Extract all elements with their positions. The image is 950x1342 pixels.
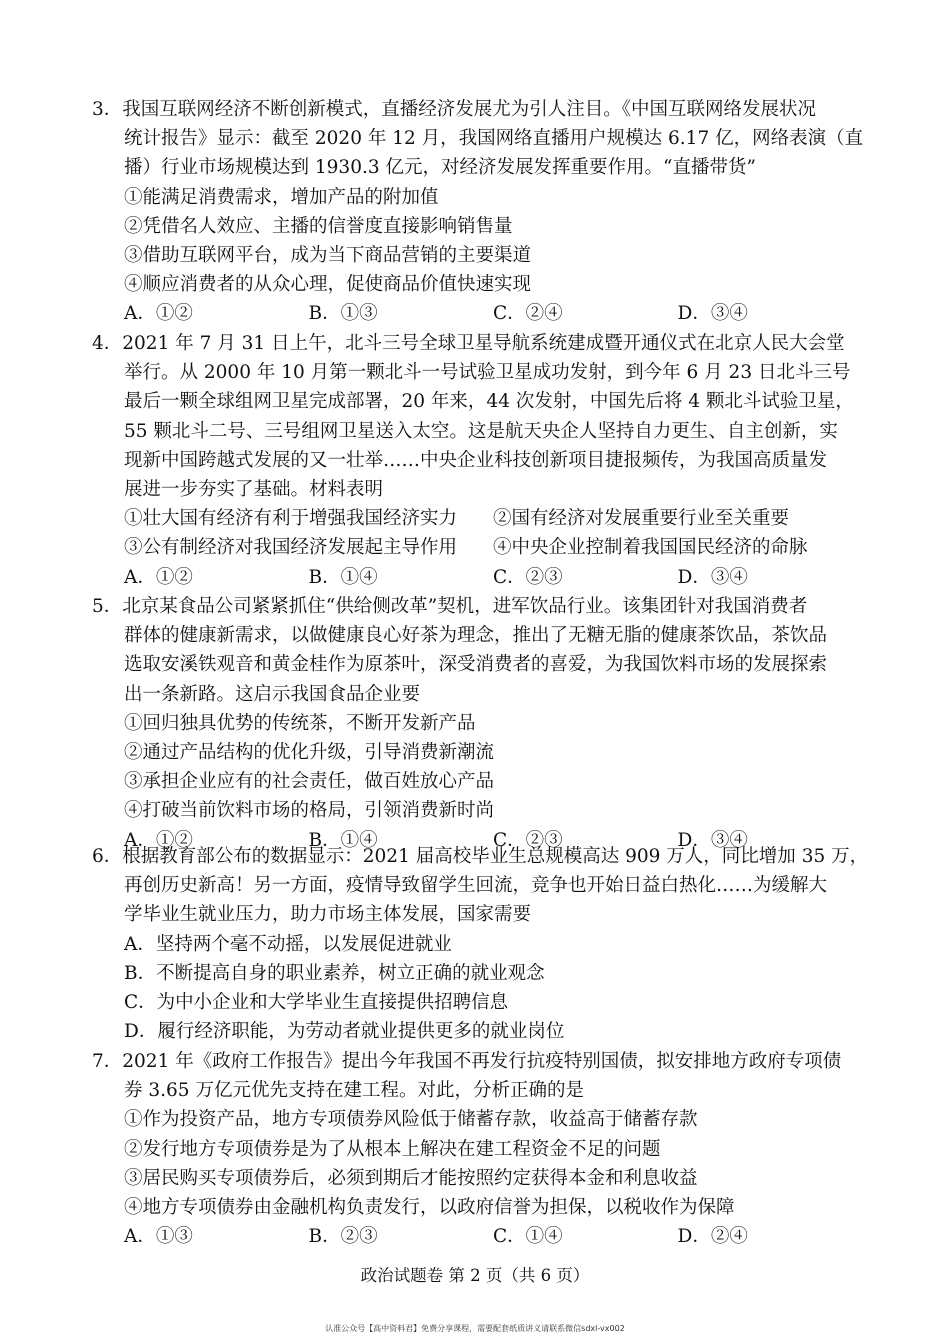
choice-b: B．①④ xyxy=(308,829,378,851)
question-stem-line: 券 3.65 万亿元优先支持在建工程。对此，分析正确的是 xyxy=(124,1080,584,1102)
question-stem-line: 4．2021 年 7 月 31 日上午，北斗三号全球卫星导航系统建成暨开通仪式在北京人民大会堂 xyxy=(92,333,845,354)
choice-c: C．②④ xyxy=(493,303,563,325)
question-stem-line: 统计报告》显示：截至 2020 年 12 月，我国网络直播用户规模达 6.17 亿，网络表演（直 xyxy=(124,128,864,150)
choice-c: C．①④ xyxy=(493,1226,563,1248)
statement-option: ①作为投资产品，地方专项债券风险低于储蓄存款，收益高于储蓄存款 xyxy=(124,1109,698,1131)
statement-option: ③承担企业应有的社会责任，做百姓放心产品 xyxy=(124,771,495,793)
question-stem-line: 举行。从 2000 年 10 月第一颗北斗一号试验卫星成功发射，到今年 6 月 23 日北斗三号 xyxy=(124,362,851,384)
choice-b: B．②③ xyxy=(308,1226,378,1248)
choice-d: D．②④ xyxy=(677,1226,748,1248)
choice-c: C．为中小企业和大学毕业生直接提供招聘信息 xyxy=(124,991,509,1013)
statement-option: ②通过产品结构的优化升级，引导消费新潮流 xyxy=(124,741,495,763)
statement-row xyxy=(92,504,862,533)
statement-row xyxy=(92,533,862,562)
question-stem-line: 现新中国跨越式发展的又一壮举……中央企业科技创新项目捷报频传，为我国高质量发 xyxy=(124,449,828,471)
statement-option: ④中央企业控制着我国国民经济的命脉 xyxy=(493,537,808,559)
question-5 xyxy=(92,592,862,855)
choice-d: D．③④ xyxy=(677,566,748,588)
choice-b: B．不断提高自身的职业素养，树立正确的就业观念 xyxy=(124,962,545,984)
question-stem-line: 3．我国互联网经济不断创新模式，直播经济发展尤为引人注目。《中国互联网络发展状况 xyxy=(92,99,817,120)
choice-a: A．①② xyxy=(124,566,193,588)
statement-option: ④打破当前饮料市场的格局，引领消费新时尚 xyxy=(124,800,495,822)
statement-option: ④顺应消费者的从众心理，促使商品价值快速实现 xyxy=(124,274,532,296)
question-4 xyxy=(92,329,862,592)
watermark-notice: 认准公众号【高中资料君】免费分享课程，需要配套纸质讲义请联系微信sdxl-vx002 xyxy=(325,1324,625,1333)
question-7 xyxy=(92,1047,862,1251)
question-stem-line: 展进一步夯实了基础。材料表明 xyxy=(124,478,384,500)
statement-option: ②凭借名人效应、主播的信誉度直接影响销售量 xyxy=(124,215,513,237)
question-stem-line: 55 颗北斗二号、三号组网卫星送入太空。这是航天央企人坚持自力更生、自主创新，实 xyxy=(124,420,838,442)
answer-choices xyxy=(92,299,862,328)
answer-choices xyxy=(92,1222,862,1251)
choice-c: C．②③ xyxy=(493,566,563,588)
statement-option: ②发行地方专项债券是为了从根本上解决在建工程资金不足的问题 xyxy=(124,1138,661,1160)
statement-option: ①回归独具优势的传统茶，不断开发新产品 xyxy=(124,712,476,734)
question-stem-line: 学毕业生就业压力，助力市场主体发展，国家需要 xyxy=(124,904,532,926)
statement-option: ④地方专项债券由金融机构负责发行，以政府信誉为担保，以税收作为保障 xyxy=(124,1196,735,1218)
statement-option: ③居民购买专项债券后，必须到期后才能按照约定获得本金和利息收益 xyxy=(124,1167,698,1189)
choice-c: C．②③ xyxy=(493,829,563,851)
statement-option: ②国有经济对发展重要行业至关重要 xyxy=(493,508,790,530)
choice-a: A．坚持两个毫不动摇，以发展促进就业 xyxy=(124,933,452,955)
question-stem-line: 7．2021 年《政府工作报告》提出今年我国不再发行抗疫特别国债，拟安排地方政府专项债 xyxy=(92,1051,842,1072)
choice-d: D．③④ xyxy=(677,303,748,325)
question-3 xyxy=(92,95,862,329)
choice-a: A．①② xyxy=(124,829,193,851)
statement-option: ③借助互联网平台，成为当下商品营销的主要渠道 xyxy=(124,244,532,266)
choice-b: B．①④ xyxy=(308,566,378,588)
answer-choices xyxy=(92,563,862,592)
question-stem-line: 再创历史新高！另一方面，疫情导致留学生回流，竞争也开始日益白热化……为缓解大 xyxy=(124,875,828,897)
question-stem-line: 最后一颗全球组网卫星完成部署，20 年来，44 次发射，中国先后将 4 颗北斗试验卫星， xyxy=(124,391,854,413)
choice-d: D．履行经济职能，为劳动者就业提供更多的就业岗位 xyxy=(124,1021,565,1043)
statement-option: ③公有制经济对我国经济发展起主导作用 xyxy=(124,537,458,559)
question-stem-line: 群体的健康新需求，以做健康良心好茶为理念，推出了无糖无脂的健康茶饮品，茶饮品 xyxy=(124,625,828,647)
choice-a: A．①② xyxy=(124,303,193,325)
question-stem-line: 出一条新路。这启示我国食品企业要 xyxy=(124,683,421,705)
page-footer: 政治试题卷 第 2 页（共 6 页） xyxy=(360,1266,590,1285)
question-stem-line: 6．根据教育部公布的数据显示：2021 届高校毕业生总规模高达 909 万人，同比增加 35 万， xyxy=(92,846,869,867)
choice-a: A．①③ xyxy=(124,1226,193,1248)
statement-option: ①壮大国有经济有利于增强我国经济实力 xyxy=(124,508,458,530)
question-stem-line: 选取安溪铁观音和黄金桂作为原茶叶，深受消费者的喜爱，为我国饮料市场的发展探索 xyxy=(124,654,828,676)
question-6 xyxy=(92,842,869,1046)
question-stem-line: 5．北京某食品公司紧紧抓住“供给侧改革”契机，进军饮品行业。该集团针对我国消费者 xyxy=(92,596,808,617)
choice-d: D．③④ xyxy=(677,829,748,851)
question-stem-line: 播）行业市场规模达到 1930.3 亿元，对经济发展发挥重要作用。“直播带货” xyxy=(124,157,756,179)
choice-b: B．①③ xyxy=(308,303,378,325)
statement-option: ①能满足消费需求，增加产品的附加值 xyxy=(124,186,439,208)
